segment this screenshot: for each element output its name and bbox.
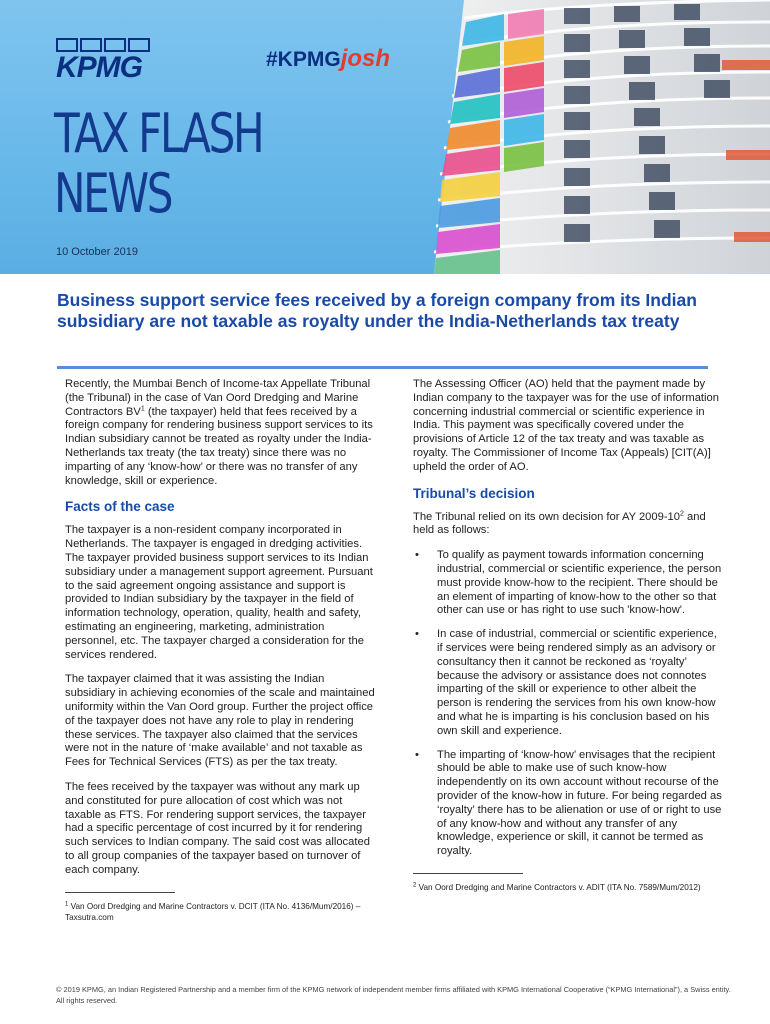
bullet-icon: • [415, 748, 419, 761]
newsletter-title [54, 104, 262, 224]
bullet-icon: • [415, 549, 419, 562]
right-column [413, 378, 725, 893]
footnote-1: $^1$ Van Oord Dredging and Marine Contractors v. DCIT (ITA No. 4136/Mum/2016) – Taxsutra.com [65, 900, 361, 922]
header-banner [0, 0, 770, 274]
list-item: • In case of industrial, commercial or scientific experience, if services were being rendered simply as an advisory or consultancy then it cannot be reckoned as ‘royalty’ because the advisory or assistance does not connotes imparting of the skill or experience to other albeit the person is rendering the services from his own know-how and what he is imparting is his conclusion based on his own skill and experience. [415, 628, 717, 737]
facts-paragraph-1: The taxpayer is a non-resident company incorporated in Netherlands. The taxpayer is engaged in dredging activities. The taxpayer provided business support services to its Indian subsidiary under a management support agreement. Pursuant to the said agreement ongoing assistance and support is provided to Indian subsidiary by the taxpayer in the field of information technology, operation, quality, health and safety, estimating an engineering, marketing, administration personnel, etc. The taxpayer charged a consideration for the services rendered. [65, 524, 373, 661]
issue-date: 10 October 2019 [56, 246, 138, 258]
building-photo [404, 0, 770, 274]
list-item: • The imparting of ‘know-how’ envisages that the recipient should be able to make use of such know-how independently on its own account without recourse of the provider of the know-how in future. For being regarded as ‘royalty’ there has to be alienation or use of or right to use of any know-how and without any transfer of any knowledge, experience or skill, it cannot be termed as royalty. [415, 748, 722, 858]
hashtag-prefix: #KPMG [266, 48, 341, 71]
title-line-1: TAX FLASH [54, 102, 263, 165]
tribunal-intro: The Tribunal relied on its own decision for AY $2009-10^2$ and held as follows: [413, 509, 706, 537]
bullet-icon: • [415, 628, 419, 641]
intro-paragraph: Recently, the Mumbai Bench of Income-tax Appellate Tribunal (the Tribunal) in the case of Van Oord Dredging and Marine Contractors $BV^1$ (the taxpayer) held that fees received by a foreign company for rendering business support services to its Indian subsidiary cannot be treated as royalty under the India-Netherlands tax treaty (the tax treaty) since there was no imparting of any ‘know-how’ or there was no transfer of any knowledge, skill or experience. [65, 378, 373, 487]
kpmg-logo [56, 38, 156, 82]
list-item: • To qualify as payment towards information concerning industrial, commercial or scientific experience, the person must provide know-how to the recipient. There should be an element of imparting of know-how to the other so that other can use or has right to use such 'know-how'. [415, 549, 722, 617]
kpmg-josh-hashtag-logo [266, 46, 390, 73]
article-headline: Business support service fees received by a foreign company from its Indian subsidiary are not taxable as royalty under the India-Netherlands tax treaty [57, 290, 697, 331]
tribunal-decision-heading: Tribunal’s decision [413, 485, 535, 501]
headline-divider [57, 366, 708, 369]
facts-paragraph-2: The taxpayer claimed that it was assisting the Indian subsidiary in achieving economies of the scale and maintained uniformity within the Van Oord group. Further the project office of the taxpayer does not have any role to play in rendering these services. The taxpayer also claimed that the services were not in the nature of ‘make available’ and not taxable as Fees for Technical Services (FTS) as per the tax treaty. [65, 673, 375, 769]
footnote-2: $^2$ Van Oord Dredging and Marine Contractors v. ADIT (ITA No. 7589/Mum/2012) [413, 882, 701, 892]
footnote-ref-1[interactable]: 1 [140, 404, 145, 412]
title-line-2: NEWS [54, 162, 172, 225]
tribunal-findings-list [413, 549, 725, 859]
footnote-ref-2[interactable]: 2 [680, 509, 684, 517]
kpmg-logo-boxes-icon [56, 38, 156, 52]
left-column [65, 378, 375, 923]
ao-paragraph: The Assessing Officer (AO) held that the payment made by Indian company to the taxpayer was for the use of information concerning industrial commercial or scientific experience in India. This payment was specifically covered under the provisions of Article 12 of the tax treaty and was taxable as royalty. The Commissioner of Income Tax (Appeals) [CIT(A)] upheld the order of AO. [413, 378, 719, 473]
footnote-divider [65, 892, 175, 893]
hashtag-suffix: josh [340, 45, 391, 72]
copyright-footer: © 2019 KPMG, an Indian Registered Partnership and a member firm of the KPMG network of independent member firms affiliated with KPMG International Cooperative (“KPMG International”), a Swiss entity. All rights reserved. [56, 985, 731, 1005]
facts-heading: Facts of the case [65, 499, 175, 515]
kpmg-logo-text: KPMG [56, 51, 142, 84]
footnote-divider [413, 873, 523, 874]
facts-paragraph-3: The fees received by the taxpayer was without any mark up and constituted for pure allocation of cost which was not taxable as FTS. For rendering support services, the taxpayer had a specific percentage of cost incurred by it for rendering such services to Indian company. The said cost was allocated to all group companies of the taxpayer based on turnover of each company. [65, 780, 370, 876]
